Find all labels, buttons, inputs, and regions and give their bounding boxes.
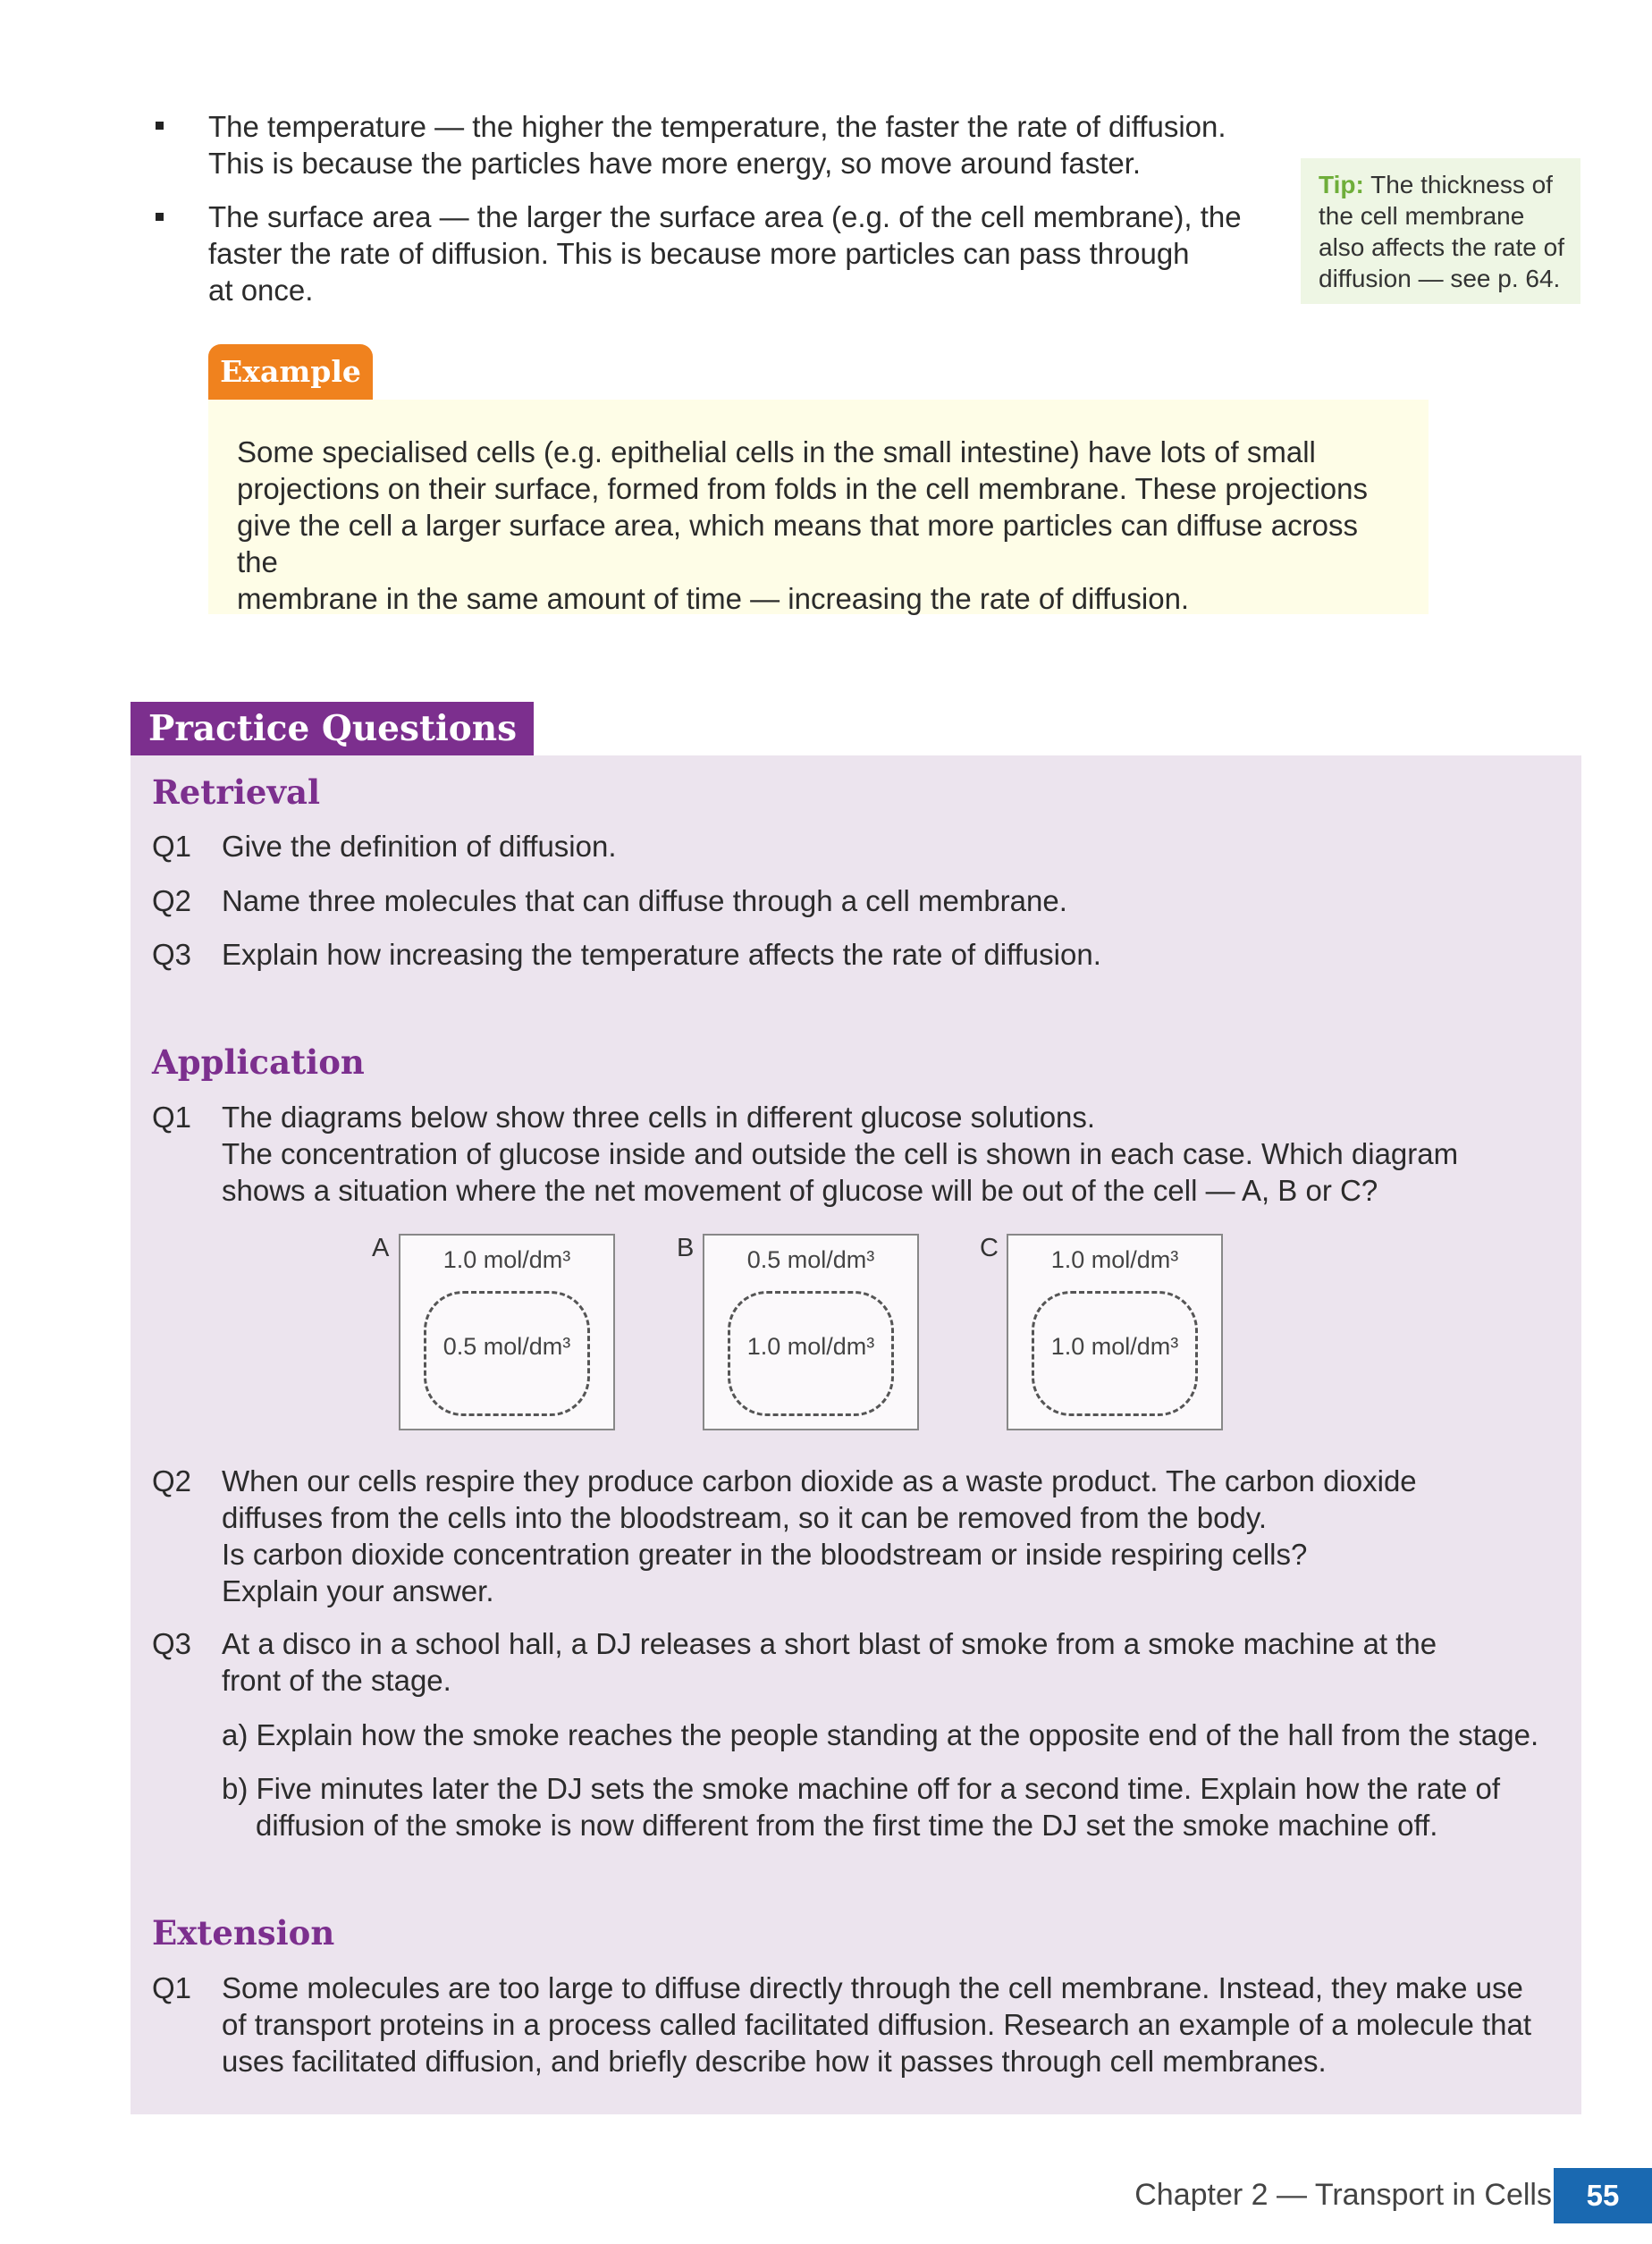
- question-number: Q1: [152, 1101, 192, 1134]
- bullet-surface-area: The surface area — the larger the surface area (e.g. of the cell membrane), the faster the rate of diffusion. This is because more particles can pass through at once.: [208, 200, 1242, 307]
- bullet-marker: [156, 122, 164, 130]
- inside-concentration: 0.5 mol/dm³: [442, 1333, 571, 1360]
- example-tab: Example: [208, 344, 373, 400]
- cell-diagram-b: [703, 1234, 919, 1430]
- question-number: Q1: [152, 830, 192, 863]
- inside-concentration: 1.0 mol/dm³: [746, 1333, 875, 1360]
- bullet-temperature: The temperature — the higher the temperature, the faster the rate of diffusion. This is because the particles have more energy, so move around faster.: [208, 110, 1226, 180]
- practice-questions-title: Practice Questions: [131, 702, 534, 755]
- question-text: Explain how increasing the temperature affects the rate of diffusion.: [222, 938, 1101, 971]
- diagram-label: B: [677, 1234, 695, 1262]
- question-number: Q3: [152, 1627, 192, 1660]
- question-number: Q2: [152, 884, 192, 917]
- cell-diagram-c: [1007, 1234, 1223, 1430]
- question-text: Some molecules are too large to diffuse directly through the cell membrane. Instead, they make use of transport proteins in a process called facilitated diffusion. Research an example of a molecule that uses facilitated diffusion, and briefly describe how it passes through cell membranes.: [222, 1971, 1532, 2078]
- chapter-label: Chapter 2 — Transport in Cells: [1134, 2178, 1552, 2212]
- question-part-a: a) Explain how the smoke reaches the people standing at the opposite end of the hall from the stage.: [222, 1718, 1539, 1751]
- page-number: 55: [1554, 2168, 1652, 2223]
- cell-membrane: [424, 1291, 590, 1416]
- application-heading: Application: [152, 1042, 365, 1082]
- cell-membrane: [1032, 1291, 1198, 1416]
- question-number: Q3: [152, 938, 192, 971]
- cell-membrane: [728, 1291, 894, 1416]
- question-text: When our cells respire they produce carbon dioxide as a waste product. The carbon dioxide diffuses from the cells into the bloodstream, so it can be removed from the body. Is carbon dioxide concentration greater in the bloodstream or inside respiring cells? Explain your answer.: [222, 1464, 1417, 1607]
- extension-heading: Extension: [152, 1913, 335, 1953]
- diagram-label: C: [980, 1234, 999, 1262]
- question-text: The diagrams below show three cells in different glucose solutions. The concentration of glucose inside and outside the cell is shown in each case. Which diagram shows a situation where the net movement of glucose will be out of the cell — A, B or C?: [222, 1101, 1459, 1207]
- diagram-label: A: [372, 1234, 390, 1262]
- inside-concentration: 1.0 mol/dm³: [1050, 1333, 1179, 1360]
- tip-box: Tip: The thickness of the cell membrane also affects the rate of diffusion — see p. 64.: [1301, 158, 1580, 304]
- question-text: Give the definition of diffusion.: [222, 830, 617, 863]
- example-box: Some specialised cells (e.g. epithelial cells in the small intestine) have lots of small projections on their surface, formed from folds in the cell membrane. These projections give the cell a larger surface area, which means that more particles can diffuse across the membrane in the same amount of time — increasing the rate of diffusion.: [208, 400, 1429, 614]
- tip-label: Tip:: [1319, 171, 1364, 198]
- outside-concentration: 0.5 mol/dm³: [746, 1246, 875, 1273]
- retrieval-heading: Retrieval: [152, 772, 320, 812]
- question-number: Q2: [152, 1464, 192, 1497]
- question-number: Q1: [152, 1971, 192, 2004]
- question-part-b: b) Five minutes later the DJ sets the smoke machine off for a second time. Explain how the rate of diffusion of the smoke is now different from the first time the DJ set the smoke machine off.: [222, 1772, 1501, 1842]
- cell-diagram-a: [399, 1234, 615, 1430]
- question-text: At a disco in a school hall, a DJ releases a short blast of smoke from a smoke machine at the front of the stage.: [222, 1627, 1437, 1697]
- bullet-marker: [156, 213, 164, 221]
- question-text: Name three molecules that can diffuse through a cell membrane.: [222, 884, 1067, 917]
- outside-concentration: 1.0 mol/dm³: [1050, 1246, 1179, 1273]
- outside-concentration: 1.0 mol/dm³: [442, 1246, 571, 1273]
